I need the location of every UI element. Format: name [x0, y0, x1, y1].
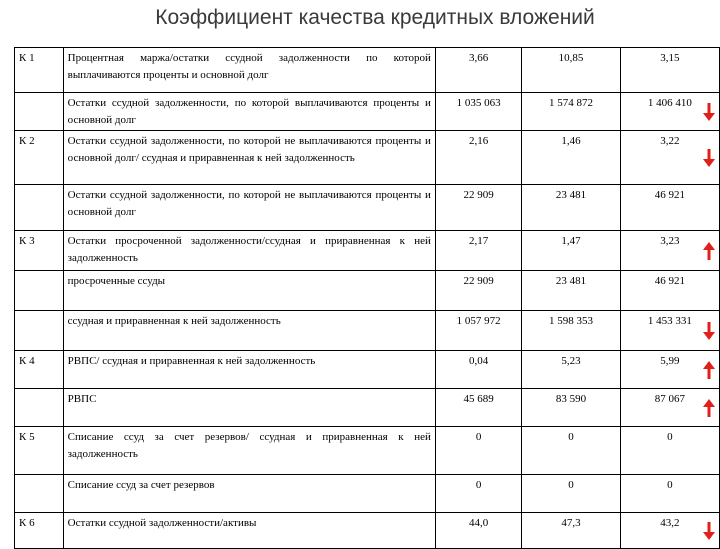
- value-col-3: 0: [620, 427, 719, 475]
- row-code: К 1: [15, 48, 64, 93]
- table-row: [15, 389, 720, 427]
- row-code: [15, 311, 64, 351]
- table-row: [15, 48, 720, 93]
- value-col-1: 1 035 063: [435, 93, 521, 131]
- value-col-2: 83 590: [522, 389, 620, 427]
- arrow-up-icon: [702, 397, 716, 419]
- value-col-1: 3,66: [435, 48, 521, 93]
- value-col-1: 1 057 972: [435, 311, 521, 351]
- table-row: [15, 93, 720, 131]
- row-description: РВПС/ ссудная и приравненная к ней задолженность: [63, 351, 435, 389]
- arrow-down-icon: [702, 147, 716, 169]
- row-code: К 3: [15, 231, 64, 271]
- value-col-2: 10,85: [522, 48, 620, 93]
- table-row: [15, 311, 720, 351]
- row-description: ссудная и приравненная к ней задолженность: [63, 311, 435, 351]
- row-description: Остатки ссудной задолженности, по которой выплачиваются проценты и основной долг: [63, 93, 435, 131]
- row-description: Остатки просроченной задолженности/ссудная и приравненная к ней задолженность: [63, 231, 435, 271]
- value-col-3: 3,23: [660, 235, 680, 247]
- row-description: Списание ссуд за счет резервов: [63, 475, 435, 513]
- row-code: К 4: [15, 351, 64, 389]
- value-col-3: 43,2: [660, 517, 680, 529]
- value-col-3: 46 921: [620, 185, 719, 231]
- value-col-1: 2,16: [435, 131, 521, 185]
- page-title: Коэффициент качества кредитных вложений: [155, 6, 595, 29]
- value-col-3: 87 067: [654, 393, 685, 405]
- value-col-1: 0: [435, 475, 521, 513]
- value-col-2: 5,23: [522, 351, 620, 389]
- row-description: просроченные ссуды: [63, 271, 435, 311]
- value-col-3: 46 921: [620, 271, 719, 311]
- arrow-down-icon: [702, 520, 716, 542]
- arrow-up-icon: [702, 240, 716, 262]
- value-col-2: 0: [522, 475, 620, 513]
- row-description: Списание ссуд за счет резервов/ ссудная и приравненная к ней задолженность: [63, 427, 435, 475]
- table-row: [15, 351, 720, 389]
- table-row: [15, 131, 720, 185]
- value-col-1: 45 689: [435, 389, 521, 427]
- value-col-1: 2,17: [435, 231, 521, 271]
- value-col-1: 22 909: [435, 271, 521, 311]
- value-col-3: 1 406 410: [647, 97, 692, 109]
- row-code: К 5: [15, 427, 64, 475]
- value-col-3: 1 453 331: [647, 315, 692, 327]
- table-row: [15, 475, 720, 513]
- credit-quality-table: [14, 47, 720, 549]
- arrow-up-icon: [702, 359, 716, 381]
- value-col-2: 1 574 872: [522, 93, 620, 131]
- row-code: [15, 185, 64, 231]
- row-code: [15, 93, 64, 131]
- value-col-3: 3,22: [660, 135, 680, 147]
- value-col-1: 0,04: [435, 351, 521, 389]
- table-row: [15, 427, 720, 475]
- row-code: К 2: [15, 131, 64, 185]
- row-code: [15, 389, 64, 427]
- value-col-3: 3,15: [620, 48, 719, 93]
- value-col-1: 0: [435, 427, 521, 475]
- value-col-3: 0: [620, 475, 719, 513]
- arrow-down-icon: [702, 320, 716, 342]
- row-code: К 6: [15, 513, 64, 549]
- value-col-2: 23 481: [522, 185, 620, 231]
- row-description: Процентная маржа/остатки ссудной задолженности по которой выплачиваются проценты и основной долг: [63, 48, 435, 93]
- row-description: Остатки ссудной задолженности, по которой не выплачиваются проценты и основной долг: [63, 185, 435, 231]
- value-col-2: 47,3: [522, 513, 620, 549]
- table-row: [15, 231, 720, 271]
- table-row: [15, 271, 720, 311]
- row-description: РВПС: [63, 389, 435, 427]
- value-col-1: 22 909: [435, 185, 521, 231]
- arrow-down-icon: [702, 101, 716, 123]
- value-col-2: 23 481: [522, 271, 620, 311]
- value-col-2: 0: [522, 427, 620, 475]
- value-col-3: 5,99: [660, 355, 680, 367]
- table-row: [15, 513, 720, 549]
- row-description: Остатки ссудной задолженности, по которой не выплачиваются проценты и основной долг/ ссудная и приравненная к ней задолженность: [63, 131, 435, 185]
- value-col-2: 1,47: [522, 231, 620, 271]
- value-col-2: 1 598 353: [522, 311, 620, 351]
- table-row: [15, 185, 720, 231]
- row-code: [15, 475, 64, 513]
- value-col-2: 1,46: [522, 131, 620, 185]
- value-col-1: 44,0: [435, 513, 521, 549]
- row-description: Остатки ссудной задолженности/активы: [63, 513, 435, 549]
- row-code: [15, 271, 64, 311]
